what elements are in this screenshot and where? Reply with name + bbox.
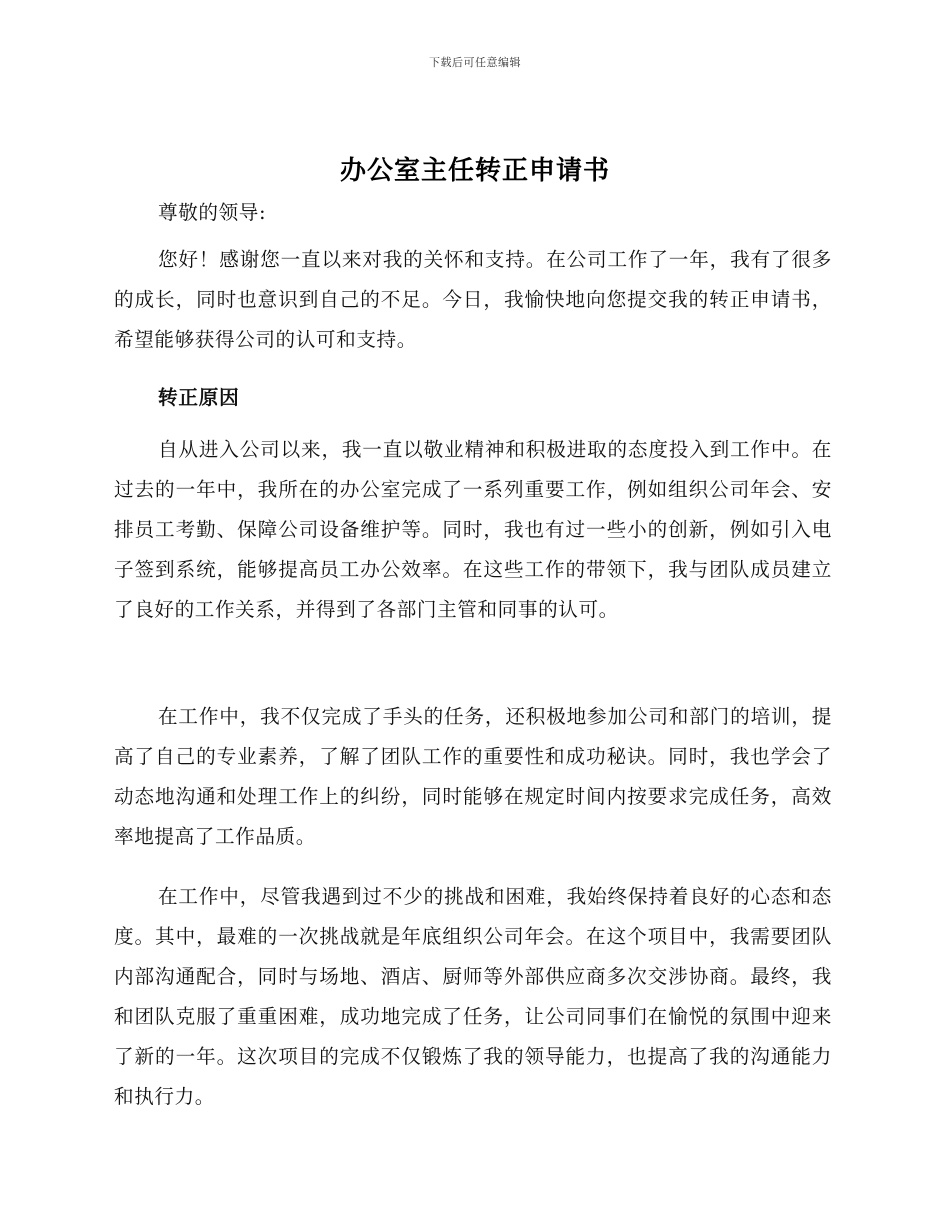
section-heading: 转正原因 [158, 386, 240, 409]
reason-paragraph-3: 在工作中，尽管我遇到过不少的挑战和困难，我始终保持着良好的心态和态度。其中，最难的一次挑战就是年底组织公司年会。在这个项目中，我需要团队内部沟通配合，同时与场地、酒店、厨师等外部供应商多次交涉协商。最终，我和团队克服了重重困难，成功地完成了任务，让公司同事们在愉悦的氛围中迎来了新的一年。这次项目的完成不仅锻炼了我的领导能力，也提高了我的沟通能力和执行力。 [114, 885, 832, 1108]
document-title: 办公室主任转正申请书 [339, 156, 610, 186]
intro-paragraph: 您好！感谢您一直以来对我的关怀和支持。在公司工作了一年，我有了很多的成长，同时也意识到自己的不足。今日，我愉快地向您提交我的转正申请书，希望能够获得公司的认可和支持。 [114, 248, 832, 351]
header-note: 下载后可任意编辑 [429, 56, 521, 69]
reason-paragraph-1: 自从进入公司以来，我一直以敬业精神和积极进取的态度投入到工作中。在过去的一年中，我所在的办公室完成了一系列重要工作，例如组织公司年会、安排员工考勤、保障公司设备维护等。同时，我也有过一些小的创新，例如引入电子签到系统，能够提高员工办公效率。在这些工作的带领下，我与团队成员建立了良好的工作关系，并得到了各部门主管和同事的认可。 [114, 438, 832, 621]
salutation: 尊敬的领导: [158, 201, 267, 224]
reason-paragraph-2: 在工作中，我不仅完成了手头的任务，还积极地参加公司和部门的培训，提高了自己的专业素养，了解了团队工作的重要性和成功秘诀。同时，我也学会了动态地沟通和处理工作上的纠纷，同时能够在规定时间内按要求完成任务，高效率地提高了工作品质。 [114, 705, 832, 848]
